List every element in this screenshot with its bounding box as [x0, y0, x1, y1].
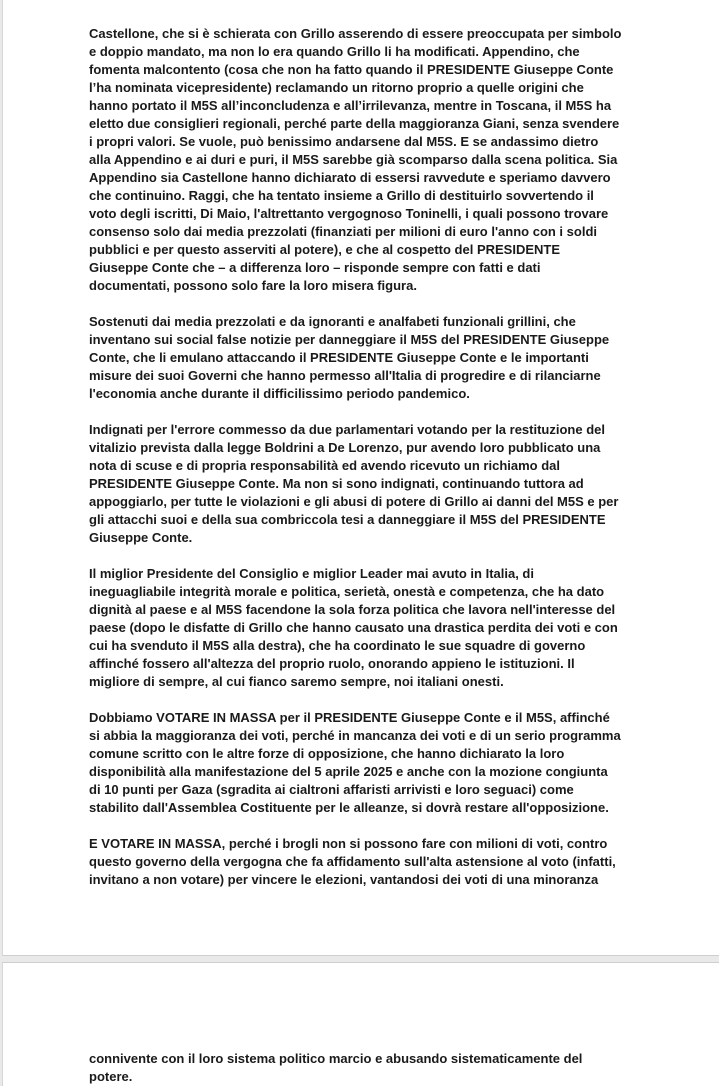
- page-2-text: [89, 1050, 645, 1086]
- paragraph-brogli: E VOTARE IN MASSA, perché i brogli non si possono fare con milioni di voti, contro questo governo della vergogna che fa affidamento sull'alta astensione al voto (infatti, invitano a non votare) per vincere le elezioni, vantandosi dei voti di una minoranza: [89, 836, 616, 887]
- paragraph-votare-in-massa: Dobbiamo VOTARE IN MASSA per il PRESIDENTE Giuseppe Conte e il M5S, affinché si abbia la maggioranza dei voti, perché in mancanza dei voti e di un serio programma comune scritto con le altre forze di opposizione, che hanno dichiarato la loro disponibilità alla manifestazione del 5 aprile 2025 e anche con la mozione congiunta di 10 punti per Gaza (sgradita ai cialtroni affaristi arrivisti e loro seguaci) come stabilito dall'Assemblea Costituente per le alleanze, si dovrà restare all'opposizione.: [89, 710, 621, 815]
- page-1-text: [89, 25, 645, 889]
- paragraph-castellone-appendino: Castellone, che si è schierata con Grillo asserendo di essere preoccupata per simbolo e doppio mandato, ma non lo era quando Grillo li ha modificati. Appendino, che fomenta malcontento (cosa che non ha fatto quando il PRESIDENTE Giuseppe Conte l’ha nominata vicepresidente) reclamando un ritorno proprio a quelle origini che hanno portato il M5S all’inconcludenza e all’irrilevanza, mentre in Toscana, il M5S ha eletto due consiglieri regionali, perché parte della maggioranza Giani, senza svendere i propri valori. Se vuole, può benissimo andarsene dal M5S. E se andassimo dietro alla Appendino e ai duri e puri, il M5S sarebbe già scomparso dalla scena politica. Sia Appendino sia Castellone hanno dichiarato di essersi ravvedute e speriamo davvero che continuino. Raggi, che ha tentato insieme a Grillo di destituirlo sovvertendo il voto degli iscritti, Di Maio, l'altrettanto vergognoso Toninelli, i quali possono trovare consenso solo dai media prezzolati (finanziati per milioni di euro l'anno con i soldi pubblici e per questo asserviti al potere), e che al cospetto del PRESIDENTE Giuseppe Conte che – a differenza loro – risponde sempre con fatti e dati documentati, possono solo fare la loro misera figura.: [89, 26, 622, 293]
- paragraph-media-prezzolati: Sostenuti dai media prezzolati e da ignoranti e analfabeti funzionali grillini, che inventano sui social false notizie per danneggiare il M5S del PRESIDENTE Giuseppe Conte, che li emulano attaccando il PRESIDENTE Giuseppe Conte e le importanti misure dei suoi Governi che hanno permesso all'Italia di progredire e di rilanciarne l'economia anche durante il difficilissimo periodo pandemico.: [89, 314, 610, 401]
- document-page-2: [2, 962, 719, 1086]
- paragraph-miglior-presidente: Il miglior Presidente del Consiglio e miglior Leader mai avuto in Italia, di ineguagliabile integrità morale e politica, serietà, onestà e competenza, che ha dato dignità al paese e al M5S facendone la sola forza politica che lavora nell'interesse del paese (dopo le disfatte di Grillo che hanno causato una drastica perdita dei voti e con cui ha svenduto il M5S alla destra), che ha coordinato le sue squadre di governo affinché fossero all'altezza del proprio ruolo, onorando appieno le istituzioni. Il migliore di sempre, al cui fianco saremo sempre, noi italiani onesti.: [89, 566, 618, 689]
- paragraph-continuation: connivente con il loro sistema politico marcio e abusando sistematicamente del potere.: [89, 1051, 583, 1084]
- paragraph-indignati: Indignati per l'errore commesso da due parlamentari votando per la restituzione del vitalizio prevista dalla legge Boldrini a De Lorenzo, pur avendo loro pubblicato una nota di scuse e di propria responsabilità ed avendo ricevuto un richiamo dal PRESIDENTE Giuseppe Conte. Ma non si sono indignati, continuando tuttora ad appoggiarlo, per tutte le violazioni e gli abusi di potere di Grillo ai danni del M5S e per gli attacchi suoi e della sua combriccola tesi a danneggiare il M5S del PRESIDENTE Giuseppe Conte.: [89, 422, 619, 545]
- document-page-1: [2, 0, 719, 956]
